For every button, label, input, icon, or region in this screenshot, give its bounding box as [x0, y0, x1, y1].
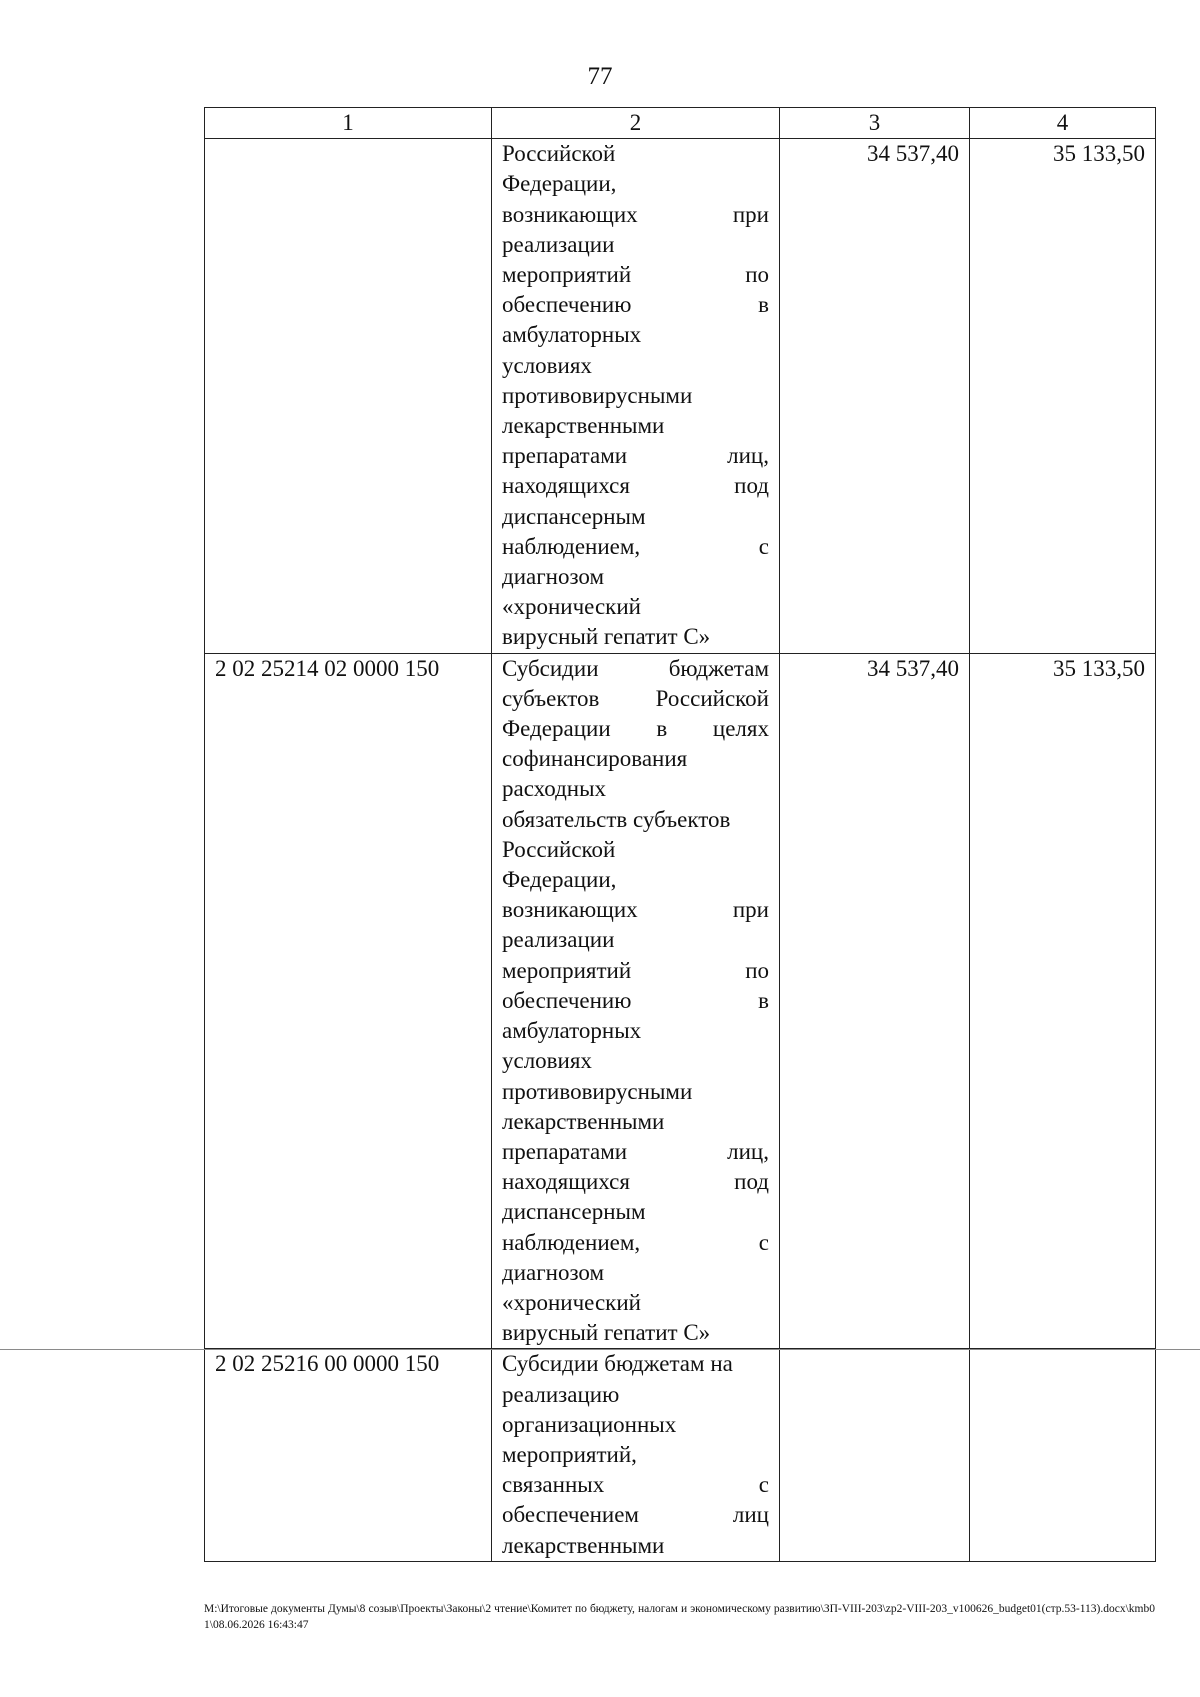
footer-file-path: M:\Итоговые документы Думы\8 созыв\Проекты\Законы\2 чтение\Комитет по бюджету, налогам и экономическому развитию\ЗП-VIII-203\zp2-VIII-203_v100626_budget01(стр.53-113).docx\kmb01\08.06.2026 16:43:47 [204, 1603, 1155, 1631]
row-value-3 [780, 1349, 970, 1561]
name-word: реализации [502, 927, 615, 953]
name-word: Субсидии [502, 655, 599, 681]
name-word: обеспечением [502, 1502, 639, 1528]
name-word: мероприятий [502, 957, 632, 983]
name-word: Федерации, [502, 867, 617, 893]
name-line [502, 502, 769, 532]
name-word: вирусный гепатит С» [502, 624, 711, 650]
name-word: диагнозом [502, 564, 605, 590]
name-word: софинансирования [502, 746, 688, 772]
name-word: мероприятий [502, 262, 632, 288]
column-header-4: 4 [970, 108, 1156, 139]
name-line [502, 1137, 769, 1167]
table-row [205, 1349, 1156, 1561]
name-line [502, 986, 769, 1016]
name-line [502, 925, 769, 955]
name-word: в [758, 292, 769, 318]
name-word: находящихся [502, 473, 630, 499]
row-value-3: 34 537,40 [780, 653, 970, 1349]
name-line [502, 1077, 769, 1107]
name-word: наблюдением, [502, 1229, 641, 1255]
name-line [502, 1470, 769, 1500]
name-word: лекарственными [502, 1532, 665, 1558]
row-value-4 [970, 1349, 1156, 1561]
name-word: лиц [732, 1502, 769, 1528]
name-line [502, 744, 769, 774]
name-word: наблюдением, [502, 533, 641, 559]
name-word: бюджетам [668, 655, 769, 681]
name-word: обеспечению [502, 292, 632, 318]
name-word: реализации [502, 231, 615, 257]
row-value-3: 34 537,40 [780, 139, 970, 653]
name-word: вирусный гепатит С» [502, 1320, 711, 1346]
name-word: в [758, 987, 769, 1013]
name-word: в [656, 716, 668, 742]
name-line [502, 895, 769, 925]
name-word: препаратами [502, 1138, 628, 1164]
name-line [502, 260, 769, 290]
name-word: условиях [502, 352, 592, 378]
name-word: обеспечению [502, 987, 632, 1013]
name-word: амбулаторных [502, 1018, 642, 1044]
name-word: с [758, 1472, 769, 1498]
name-word: «хронический [502, 594, 641, 620]
page-number: 77 [587, 63, 613, 90]
row-name [492, 653, 780, 1349]
name-line [502, 805, 769, 835]
name-word: субъектов [502, 685, 600, 711]
name-word: препаратами [502, 443, 628, 469]
name-line [502, 1531, 769, 1561]
row-code: 2 02 25214 02 0000 150 [205, 653, 492, 1349]
column-header-3: 3 [780, 108, 970, 139]
name-line [502, 1440, 769, 1470]
name-line [502, 290, 769, 320]
name-line [502, 1380, 769, 1410]
name-line [502, 1046, 769, 1076]
name-line [502, 411, 769, 441]
name-word: Федерации, [502, 171, 617, 197]
name-line [502, 1318, 769, 1348]
name-word: с [758, 533, 769, 559]
scan-artifact-line [0, 1349, 1200, 1350]
name-line [502, 471, 769, 501]
name-word: условиях [502, 1048, 592, 1074]
name-word: при [732, 897, 769, 923]
name-line [502, 654, 769, 684]
name-word: противовирусными [502, 1078, 693, 1104]
name-word: связанных [502, 1472, 605, 1498]
name-line [502, 622, 769, 652]
name-line [502, 835, 769, 865]
name-line [502, 1228, 769, 1258]
name-word: диспансерным [502, 503, 646, 529]
row-code [205, 139, 492, 653]
name-word: Федерации [502, 716, 611, 742]
row-name [492, 139, 780, 653]
column-header-2: 2 [492, 108, 780, 139]
name-line [502, 1197, 769, 1227]
name-word: лекарственными [502, 1108, 665, 1134]
name-word: Российской [502, 836, 616, 862]
name-word: реализацию [502, 1381, 620, 1407]
name-word: «хронический [502, 1289, 641, 1315]
name-word: возникающих [502, 201, 638, 227]
name-line [502, 714, 769, 744]
name-line [502, 200, 769, 230]
name-word: находящихся [502, 1169, 630, 1195]
name-word: по [745, 262, 769, 288]
name-word: диспансерным [502, 1199, 646, 1225]
name-word: по [745, 957, 769, 983]
name-word: лиц, [727, 1138, 769, 1164]
name-word: Субсидии бюджетам на [502, 1351, 733, 1377]
name-line [502, 1016, 769, 1046]
name-line [502, 1410, 769, 1440]
name-word: Российской [502, 141, 616, 167]
name-word: Российской [655, 685, 769, 711]
name-line [502, 956, 769, 986]
row-code: 2 02 25216 00 0000 150 [205, 1349, 492, 1561]
table-row [205, 139, 1156, 653]
name-word: возникающих [502, 897, 638, 923]
name-word: амбулаторных [502, 322, 642, 348]
name-line [502, 1349, 769, 1379]
name-word: с [758, 1229, 769, 1255]
name-line [502, 441, 769, 471]
name-word: противовирусными [502, 382, 693, 408]
name-line [502, 1258, 769, 1288]
name-word: под [734, 473, 769, 499]
name-word: расходных [502, 776, 607, 802]
name-line [502, 562, 769, 592]
name-word: организационных [502, 1411, 677, 1437]
name-line [502, 1500, 769, 1530]
name-word: при [732, 201, 769, 227]
name-word: диагнозом [502, 1259, 605, 1285]
name-line [502, 1288, 769, 1318]
name-word: под [734, 1169, 769, 1195]
column-header-1: 1 [205, 108, 492, 139]
name-line [502, 139, 769, 169]
name-word: лекарственными [502, 413, 665, 439]
name-word: целях [712, 716, 769, 742]
name-line [502, 169, 769, 199]
name-line [502, 684, 769, 714]
row-value-4: 35 133,50 [970, 653, 1156, 1349]
name-word: обязательств субъектов [502, 806, 731, 832]
row-value-4: 35 133,50 [970, 139, 1156, 653]
table-header-row [205, 108, 1156, 139]
name-line [502, 230, 769, 260]
name-line [502, 532, 769, 562]
name-line [502, 351, 769, 381]
name-line [502, 592, 769, 622]
name-line [502, 1167, 769, 1197]
name-word: мероприятий, [502, 1441, 637, 1467]
name-line [502, 381, 769, 411]
name-line [502, 1107, 769, 1137]
name-word: лиц, [727, 443, 769, 469]
budget-table [204, 107, 1156, 1562]
name-line [502, 865, 769, 895]
name-line [502, 320, 769, 350]
name-line [502, 774, 769, 804]
table-row [205, 653, 1156, 1349]
row-name [492, 1349, 780, 1561]
